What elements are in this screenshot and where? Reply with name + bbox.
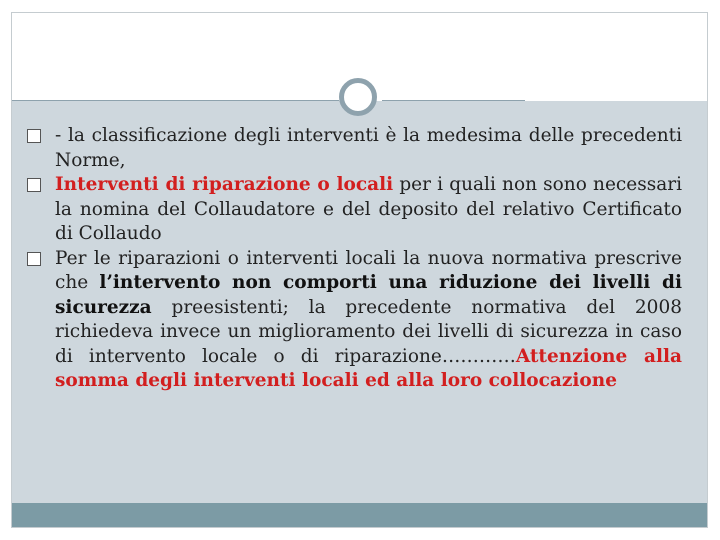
- bullet-paragraph-2: [27, 173, 682, 247]
- paragraph-2-text: per i quali non sono necessari la nomina del Collaudatore e del deposito del relativo Certificato di Collaudo: [55, 174, 682, 244]
- decorative-circle-icon: [339, 78, 377, 116]
- header-divider-left: [12, 100, 339, 101]
- bullet-paragraph-1: [27, 124, 682, 173]
- paragraph-3-bold: l’intervento non comporti una riduzione dei livelli di sicurezza: [55, 272, 683, 318]
- bullet-box-icon: [27, 178, 41, 192]
- paragraph-3-text-a: Per le riparazioni o interventi locali la nuova normativa prescrive che: [55, 247, 682, 293]
- body-text: [27, 124, 682, 394]
- paragraph-1-text: - la classificazione degli interventi è la medesima delle precedenti Norme,: [55, 125, 682, 171]
- bullet-box-icon: [27, 129, 41, 143]
- paragraph-2-highlight: Interventi di riparazione o locali: [55, 174, 394, 195]
- bullet-paragraph-3: [27, 247, 682, 394]
- bullet-box-icon: [27, 252, 41, 266]
- paragraph-3-highlight: Attenzione alla somma degli interventi locali ed alla loro collocazione: [55, 345, 683, 391]
- footer-bar: [12, 503, 707, 527]
- header-divider-right: [382, 100, 525, 101]
- paragraph-3-text-c: preesistenti; la precedente normativa del 2008 richiedeva invece un miglioramento dei livelli di sicurezza in caso di intervento locale o di riparazione…………: [55, 296, 682, 367]
